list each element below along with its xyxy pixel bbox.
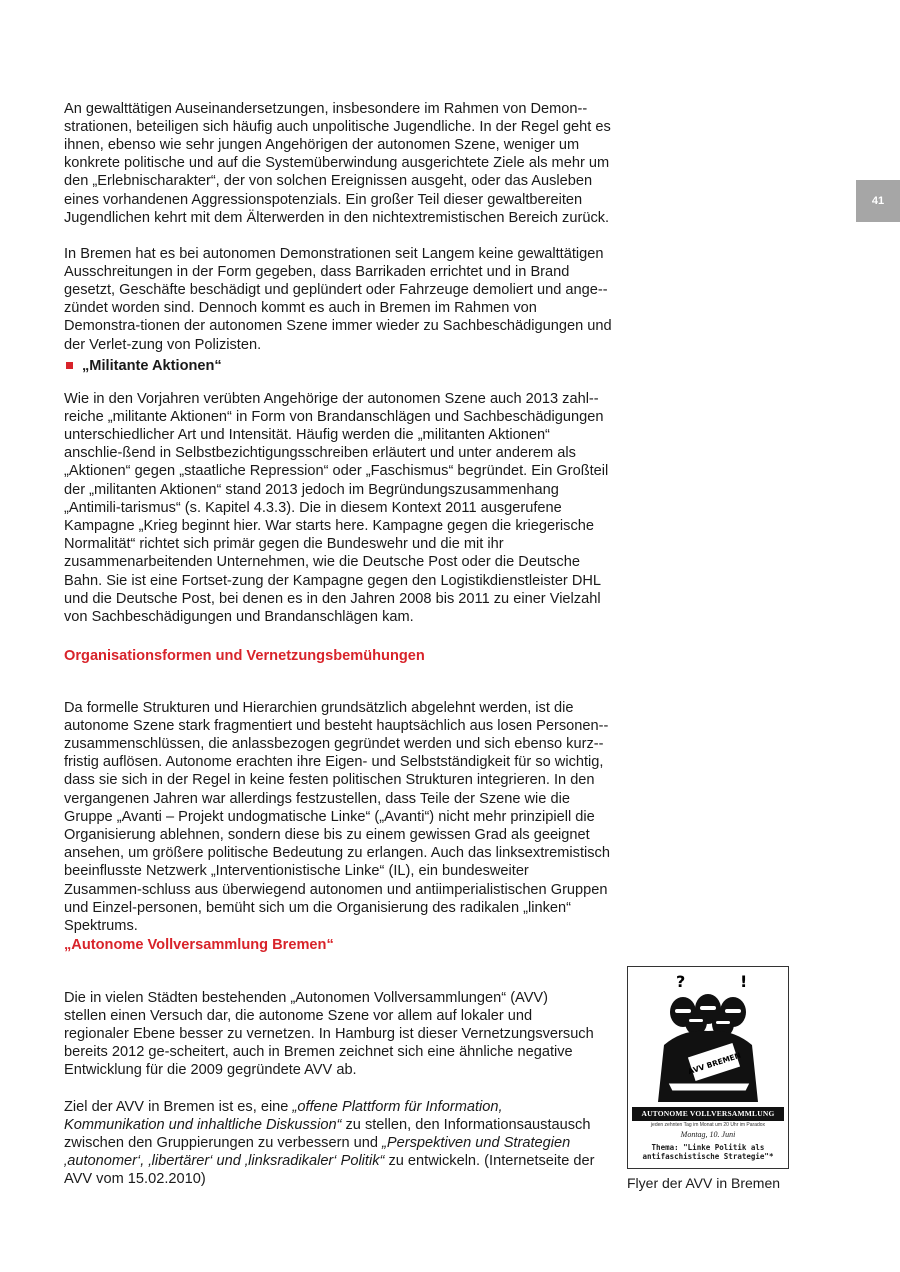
- paragraph-violent-youth: An gewalttätigen Auseinandersetzungen, insbesondere im Rahmen von Demon-strationen, beteiligen sich häufig auch unpolitische Jugendliche. In der Regel geht es ihnen, ebenso wie sehr jungen Angehörigen der autonomen Szene, weniger um konkrete politische und auf die Systemüberwindung ausgerichtete Ziele als mehr um den „Erlebnischarakter“, der von solchen Ereignissen ausgeht, oder das Ausleben eines vorhandenen Aggressionspotenzials. Ein großer Teil dieser gewaltbereiten Jugendlichen kehrt mit dem Älterwerden in den nichtextremistischen Bereich zurück.: [64, 100, 611, 226]
- paragraph-avv-goal: [64, 1098, 604, 1189]
- heading-organisation: Organisationsformen und Vernetzungsbemühungen: [64, 648, 425, 664]
- flyer-theme-text: Thema: "Linke Politik als antifaschistische Strategie": [642, 1143, 769, 1161]
- flyer-schedule: jeden zehnten Tag im Monat um 20 Uhr im Paradox: [650, 1122, 766, 1128]
- page-number-tab: 41: [856, 180, 900, 222]
- flyer-sign-text: AVV BREMEN: [686, 1050, 743, 1077]
- flyer-illustration: [628, 967, 788, 1107]
- flyer-banner: AUTONOME VOLLVERSAMMLUNG: [632, 1107, 784, 1121]
- avv-flyer-image: [627, 966, 789, 1169]
- bullet-square-icon: [66, 362, 73, 369]
- paragraph-organisation: Da formelle Strukturen und Hierarchien grundsätzlich abgelehnt werden, ist die autonome Szene stark fragmentiert und besteht hauptsächlich aus losen Personen-zusammenschlüssen, die anlassbezogen gegründet werden und sich ebenso kurz-fristig auflösen. Autonome erachten ihre Eigen- und Selbstständigkeit für so wichtig, dass sie sich in der Regel in keine festen politischen Strukturen integrieren. In den vergangenen Jahren war allerdings festzustellen, dass Teile der Szene wie die Gruppe „Avanti – Projekt undogmatische Linke“ („Avanti“) nicht mehr prinzipiell die Organisierung ablehnen, sondern diese bis zu einem gewissen Grad als geeignet ansehen, um größere politische Bedeutung zu erlangen. Auch das linksextremistisch beeinflusste Netzwerk „Interventionistische Linke“ (IL), ein bundesweiter Zusammen-schluss aus überwiegend autonomen und antiimperialistischen Gruppen und Einzel-personen, bemüht sich um die Organisierung des radikalen „linken“ Spektrums.: [64, 699, 610, 935]
- paragraph-avv-intro: Die in vielen Städten bestehenden „Autonomen Vollversammlungen“ (AVV) stellen einen Versuch dar, die autonome Szene vor allem auf lokaler und regionaler Ebene besser zu vernetzen. In Hamburg ist dieser Vernetzungsversuch bereits 2012 ge-scheitert, auch in Bremen zeichnet sich eine ähnliche negative Entwicklung für die 2009 gegründete AVV ab.: [64, 989, 594, 1079]
- goal-text-3: zu entwickeln. (Internetseite der AVV vom 15.02.2010): [64, 1153, 595, 1188]
- flyer-exclamation-mark: !: [740, 972, 748, 991]
- flyer-question-mark: ?: [676, 972, 686, 991]
- goal-text-1: Ziel der AVV in Bremen ist es, eine: [64, 1098, 293, 1115]
- flyer-asterisk: *: [768, 1152, 774, 1161]
- goal-quote-2: „Perspektiven und Strategien ‚autonomer‘, ‚libertärer‘ und ‚linksradikaler‘ Politik“: [64, 1135, 571, 1170]
- flyer-theme: [632, 1143, 784, 1161]
- militant-actions-heading: „Militante Aktionen“: [82, 358, 222, 374]
- paragraph-militant-actions: Wie in den Vorjahren verübten Angehörige der autonomen Szene auch 2013 zahl-reiche „militante Aktionen“ in Form von Brandanschlägen und Sachbeschädigungen unterschiedlicher Art und Intensität. Häufig werden die „militanten Aktionen“ anschlie-ßend in Selbstbezichtigungsschreiben erläutert und unter anderem als „Aktionen“ gegen „staatliche Repression“ oder „Faschismus“ begründet. Ein Großteil der „militanten Aktionen“ stand 2013 jedoch im Begründungszusammenhang „Antimili-tarismus“ (s. Kapitel 4.3.3). Die in diesem Kontext 2011 ausgerufene Kampagne „Krieg beginnt hier. War starts here. Kampagne gegen die kriegerische Normalität“ richtet sich primär gegen die Bundeswehr und die mit ihr zusammenarbeitenden Unternehmen, wie die Deutsche Post oder die Deutsche Bahn. Sie ist eine Fortset-zung der Kampagne gegen den Logistikdienstleister DHL und die Deutsche Post, bei denen es in den Jahren 2008 bis 2011 zu einer Vielzahl von Sachbeschädigungen und Brandanschlägen kam.: [64, 390, 609, 626]
- flyer-table: [668, 1083, 750, 1091]
- flyer-date: Montag, 10. Juni: [680, 1130, 736, 1139]
- paragraph-bremen-demonstrations: In Bremen hat es bei autonomen Demonstrationen seit Langem keine gewalttätigen Ausschreitungen in der Form gegeben, dass Barrikaden errichtet und in Brand gesetzt, Geschäfte beschädigt und geplündert oder Fahrzeuge demoliert und ange-zündet worden sind. Dennoch kommt es auch in Bremen im Rahmen von Demonstra-tionen der autonomen Szene immer wieder zu Sachbeschädigungen und der Verlet-zung von Polizisten.: [64, 245, 612, 353]
- goal-text-2: zu stellen, den Informationsaustausch zwischen den Gruppierungen zu verbessern und: [64, 1116, 591, 1151]
- section-militant-actions: [64, 357, 612, 375]
- flyer-caption: Flyer der AVV in Bremen: [627, 1175, 781, 1191]
- heading-avv: „Autonome Vollversammlung Bremen“: [64, 937, 334, 953]
- goal-quote-1: „offene Plattform für Information, Kommunikation und inhaltliche Diskussion“: [64, 1098, 503, 1133]
